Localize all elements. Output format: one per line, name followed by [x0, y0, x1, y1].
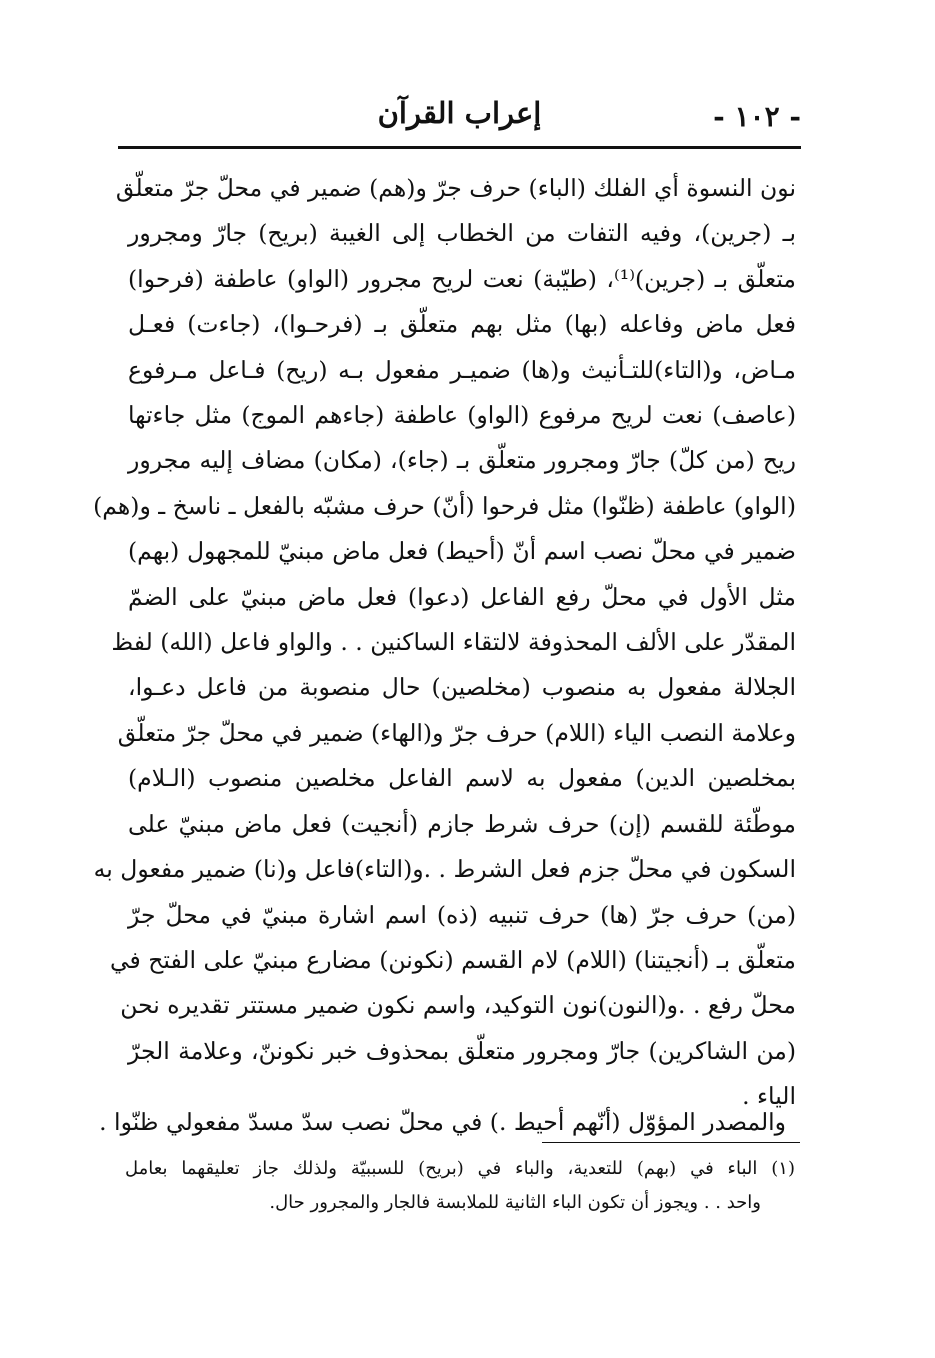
text-line: (الواو) عاطفة (ظنّوا) مثل فرحوا (أنّ) حرف مشبّه بالفعل ـ ناسخ ـ و(هم) — [93, 491, 796, 520]
text-line: محلّ رفع . .و(النون)نون التوكيد، واسم نكون ضمير مستتر تقديره نحن — [120, 991, 796, 1020]
header-rule — [118, 146, 801, 149]
text-line: موطّئة للقسم (إن) حرف شرط جازم (أنجيت) فعل ماض مبنيّ على — [128, 809, 796, 838]
text-line: المقدّر على الألف المحذوفة لالتقاء الساكنين . . والواو فاعل (الله) لفظ — [111, 628, 796, 657]
text-line: بمخلصين الدين) مفعول به لاسم الفاعل مخلصين منصوب (الـلام) — [128, 764, 796, 793]
book-title: إعراب القرآن — [377, 96, 542, 130]
footnote-rule — [542, 1142, 800, 1143]
text-line: (عاصف) نعت لريح مرفوع (الواو) عاطفة (جاءهم الموج) مثل جاءتها — [128, 401, 796, 430]
text-line: السكون في محلّ جزم فعل الشرط . .و(التاء)فاعل و(نا) ضمير مفعول به — [93, 855, 796, 884]
text-line: (من الشاكرين) جارّ ومجرور متعلّق بمحذوف خبر نكوننّ، وعلامة الجرّ — [128, 1036, 796, 1065]
text-line: ريح (من كلّ) جارّ ومجرور متعلّق بـ (جاء)، (مكان) مضاف إليه مجرور — [128, 446, 796, 475]
text-line: نون النسوة أي الفلك (الباء) حرف جرّ و(هم) ضمير في محلّ جرّ متعلّق — [115, 174, 796, 202]
text-line: مـاض، و(التاء)للتـأنيث و(ها) ضميـر مفعول بـه (ريح) فـاعل مـرفوع — [128, 355, 796, 384]
text-line: متعلّق بـ (أنجيتنا) (اللام) لام القسم (نكونن) مضارع مبنيّ على الفتح في — [109, 945, 796, 974]
text-line: الياء . — [742, 1082, 796, 1111]
text-line: (من) حرف جرّ (ها) حرف تنبيه (ذه) اسم اشارة مبنيّ في محلّ جرّ — [128, 900, 796, 929]
text-line: مثل الأول في محلّ رفع الفاعل (دعوا) فعل ماض مبنيّ على الضمّ — [128, 582, 796, 611]
text-line: متعلّق بـ (جرين)⁽¹⁾، (طيّبة) نعت لريح مجرور (الواو) عاطفة (فرحوا) — [128, 264, 796, 293]
main-text — [93, 166, 796, 1120]
closing-line: والمصدر المؤوّل (أنّهم أحيط .) في محلّ نصب سدّ مسدّ مفعولي ظنّوا . — [99, 1108, 786, 1136]
page-number: - ١٠٢ - — [713, 100, 801, 133]
footnote-line: واحد . . ويجوز أن تكون الباء الثانية للملابسة فالجار والمجرور حال. — [269, 1192, 761, 1213]
text-line: ضمير في محلّ نصب اسم أنّ (أحيط) فعل ماض مبنيّ للمجهول (بهم) — [128, 537, 796, 566]
text-line: الجلالة مفعول به منصوب (مخلصين) حال منصوبة من فاعل دعـوا، — [128, 673, 796, 702]
text-line: وعلامة النصب الياء (اللام) حرف جرّ و(الهاء) ضمير في محلّ جرّ متعلّق — [117, 718, 796, 747]
footnote — [125, 1152, 795, 1220]
page-header — [118, 96, 801, 140]
text-line: بـ (جرين)، وفيه التفات من الخطاب إلى الغيبة (بريح) جارّ ومجرور — [128, 219, 796, 248]
text-line: فعل ماض وفاعله (بها) مثل بهم متعلّق بـ (فرحـوا)، (جاءت) فعـل — [128, 310, 796, 339]
footnote-line: (١) الباء في (بهم) للتعدية، والباء في (بريح) للسببيّة ولذلك جاز تعليقهما بعامل — [125, 1158, 795, 1179]
